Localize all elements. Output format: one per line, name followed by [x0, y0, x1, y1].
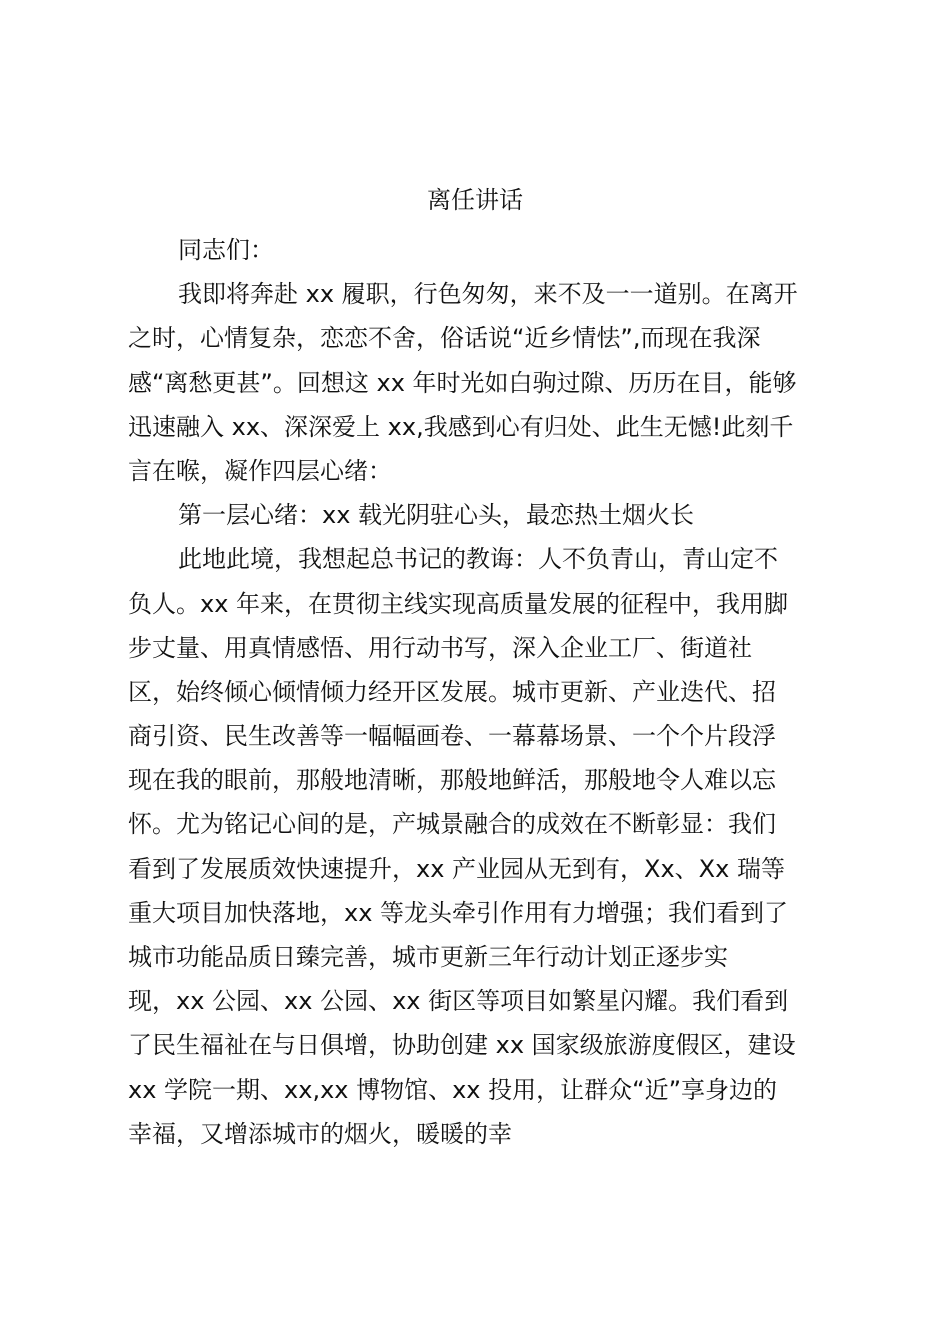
paragraph-line: 区，始终倾心倾情倾力经开区发展。城市更新、产业迭代、招 [128, 677, 776, 706]
document-title: 离任讲话 [427, 186, 523, 214]
paragraph-line: 看到了发展质效快速提升，xx 产业园从无到有，Xx、Xx 瑞等 [128, 854, 785, 883]
paragraph-line: 此地此境，我想起总书记的教诲：人不负青山，青山定不 [178, 545, 778, 574]
paragraph-line: 迅速融入 xx、深深爱上 xx,我感到心有归处、此生无憾!此刻千 [128, 412, 794, 441]
paragraph-line: 言在喉，凝作四层心绪： [128, 456, 392, 485]
paragraph-line: 重大项目加快落地，xx 等龙头牵引作用有力增强；我们看到了 [128, 898, 789, 927]
paragraph-line: 现，xx 公园、xx 公园、xx 街区等项目如繁星闪耀。我们看到 [128, 987, 789, 1016]
paragraph-line: 怀。尤为铭记心间的是，产城景融合的成效在不断彰显：我们 [128, 810, 776, 839]
paragraph-line: 幸福，又增添城市的烟火，暖暖的幸 [128, 1119, 512, 1148]
paragraph-line: 负人。xx 年来，在贯彻主线实现高质量发展的征程中，我用脚 [128, 589, 789, 618]
document-body [128, 228, 834, 1156]
paragraph-line: 现在我的眼前，那般地清晰，那般地鲜活，那般地令人难以忘 [128, 766, 776, 795]
section-heading: 第一层心绪：xx 载光阴驻心头，最恋热土烟火长 [178, 501, 695, 530]
paragraph-line: 商引资、民生改善等一幅幅画卷、一幕幕场景、一个个片段浮 [128, 722, 776, 751]
paragraph-line: 城市功能品质日臻完善，城市更新三年行动计划正逐步实 [128, 943, 728, 971]
paragraph-line: 步丈量、用真情感悟、用行动书写，深入企业工厂、街道社 [128, 633, 752, 662]
paragraph-line: 我即将奔赴 xx 履职，行色匆匆，来不及一一道别。在离开 [178, 280, 798, 309]
paragraph-line: 感“离愁更甚”。回想这 xx 年时光如白驹过隙、历历在目，能够 [128, 368, 797, 397]
paragraph-line: 了民生福祉在与日俱增，协助创建 xx 国家级旅游度假区，建设 [128, 1031, 796, 1060]
paragraph-line: 之时，心情复杂，恋恋不舍，俗话说“近乡情怯”,而现在我深 [128, 324, 761, 353]
salutation-line: 同志们： [178, 236, 274, 264]
paragraph-line: xx 学院一期、xx,xx 博物馆、xx 投用，让群众“近”享身边的 [128, 1075, 778, 1104]
